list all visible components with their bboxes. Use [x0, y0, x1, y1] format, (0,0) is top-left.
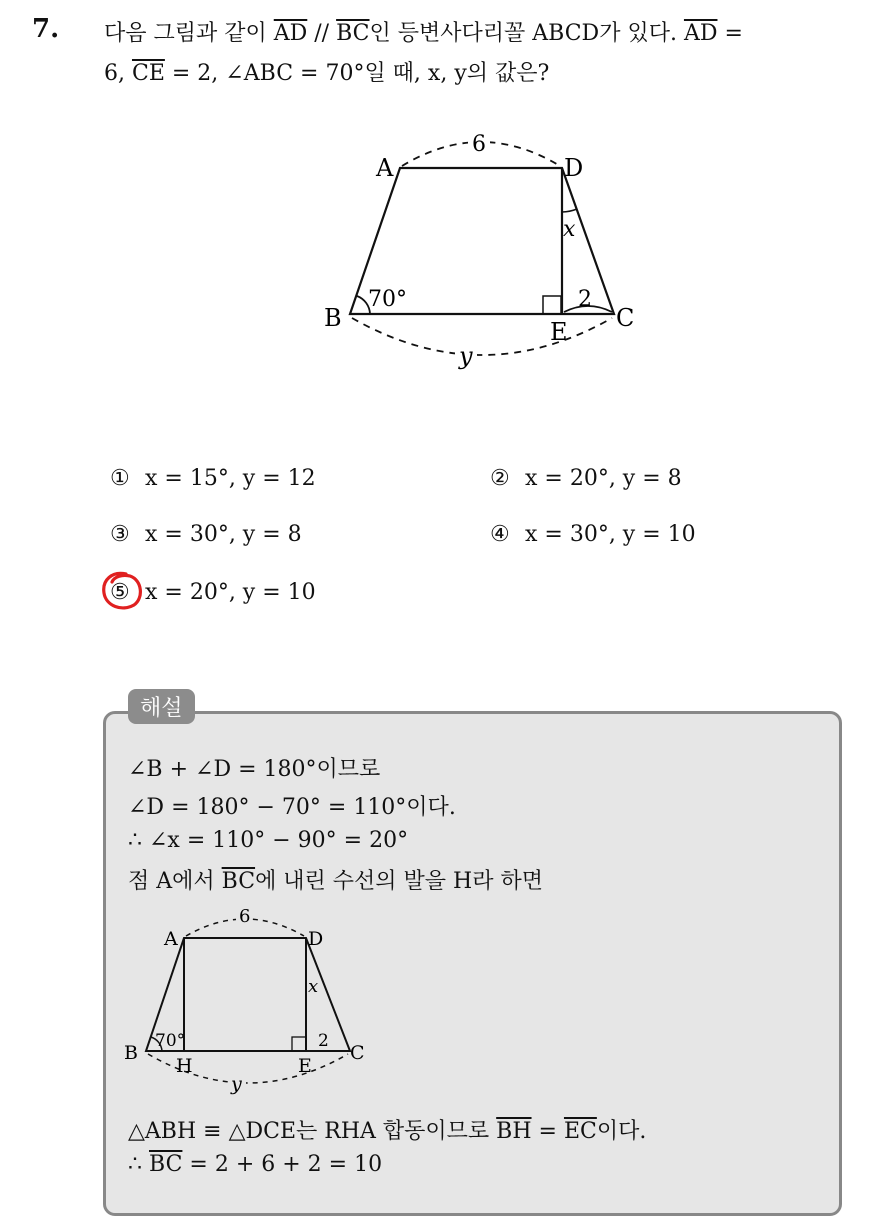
- choice-1[interactable]: ① x = 15°, y = 12: [110, 466, 316, 491]
- segment-bc-final: $\overline{BC}$: [149, 1152, 183, 1177]
- solution-label-y: y: [231, 1073, 242, 1095]
- choice-5[interactable]: ⑤ x = 20°, y = 10: [110, 580, 316, 605]
- solution-figure: [120, 900, 380, 1100]
- label-d: D: [564, 154, 584, 182]
- solution-tag: 해설: [128, 689, 195, 724]
- solution-line-3: ∴ ∠x = 110° − 90° = 20°: [128, 828, 409, 853]
- answer-mark: [98, 568, 150, 616]
- question-stem: [104, 14, 874, 94]
- label-x: x: [563, 217, 576, 242]
- choice-2[interactable]: ② x = 20°, y = 8: [490, 466, 682, 491]
- solution-label-c: C: [350, 1042, 365, 1064]
- label-top-length: 6: [472, 132, 486, 157]
- segment-ec: $\overline{EC}$: [563, 1119, 597, 1144]
- label-b: B: [324, 304, 342, 332]
- right-angle-mark: [543, 296, 561, 314]
- label-y: y: [459, 342, 473, 370]
- stem-line-2: 6, $\overline{CE} = 2$, ∠ABC = 70°일 때, x, y의 값은?: [104, 61, 550, 86]
- solution-label-top: 6: [239, 906, 251, 927]
- label-ec-length: 2: [578, 287, 592, 312]
- trapezoid-figure: [300, 120, 660, 380]
- solution-label-angle: 70°: [155, 1031, 186, 1051]
- solution-line-1: ∠B + ∠D = 180°이므로: [128, 757, 381, 782]
- solution-line-5: △ABH ≡ △DCE는 RHA 합동이므로 $\overline{BH} = \overline{EC}$이다.: [128, 1119, 647, 1144]
- segment-bh: $\overline{BH}$: [496, 1119, 532, 1144]
- segment-ad: $\overline{AD}$: [273, 21, 308, 46]
- angle-arc-x: [562, 209, 577, 212]
- dashed-arc-bc: [352, 318, 612, 355]
- solution-label-x: x: [308, 976, 319, 997]
- solution-line-2: ∠D = 180° − 70° = 110°이다.: [128, 795, 456, 820]
- label-e: E: [550, 318, 568, 346]
- solution-label-h: H: [176, 1055, 193, 1077]
- solution-line-4: 점 A에서 $\overline{BC}$에 내린 수선의 발을 H라 하면: [128, 869, 543, 894]
- solution-label-b: B: [124, 1042, 138, 1064]
- label-c: C: [616, 304, 635, 332]
- solution-label-ec: 2: [318, 1031, 329, 1051]
- solution-line-6: ∴ $\overline{BC} = 2 + 6 + 2 = 10$: [128, 1152, 383, 1177]
- selected-circle-mark: [104, 573, 141, 608]
- question-number: 7.: [32, 14, 60, 44]
- segment-bc: $\overline{BC}$: [336, 21, 370, 46]
- choice-3[interactable]: ③ x = 30°, y = 8: [110, 522, 302, 547]
- segment-ce: $\overline{CE}$: [131, 61, 165, 86]
- stem-line-1: 다음 그림과 같이 $\overline{AD} // \overline{BC}$인 등변사다리꼴 ABCD가 있다. $\overline{AD}$ =: [104, 21, 743, 46]
- solution-label-e: E: [298, 1055, 312, 1077]
- segment-bc-solution: $\overline{BC}$: [221, 869, 256, 894]
- right-angle-mark-solution: [292, 1037, 306, 1051]
- choice-4[interactable]: ④ x = 30°, y = 10: [490, 522, 696, 547]
- segment-ad-2: $\overline{AD}$: [683, 21, 718, 46]
- label-a: A: [376, 154, 394, 182]
- solution-label-a: A: [164, 928, 178, 950]
- label-angle-70: 70°: [368, 287, 407, 312]
- solution-label-d: D: [308, 928, 324, 950]
